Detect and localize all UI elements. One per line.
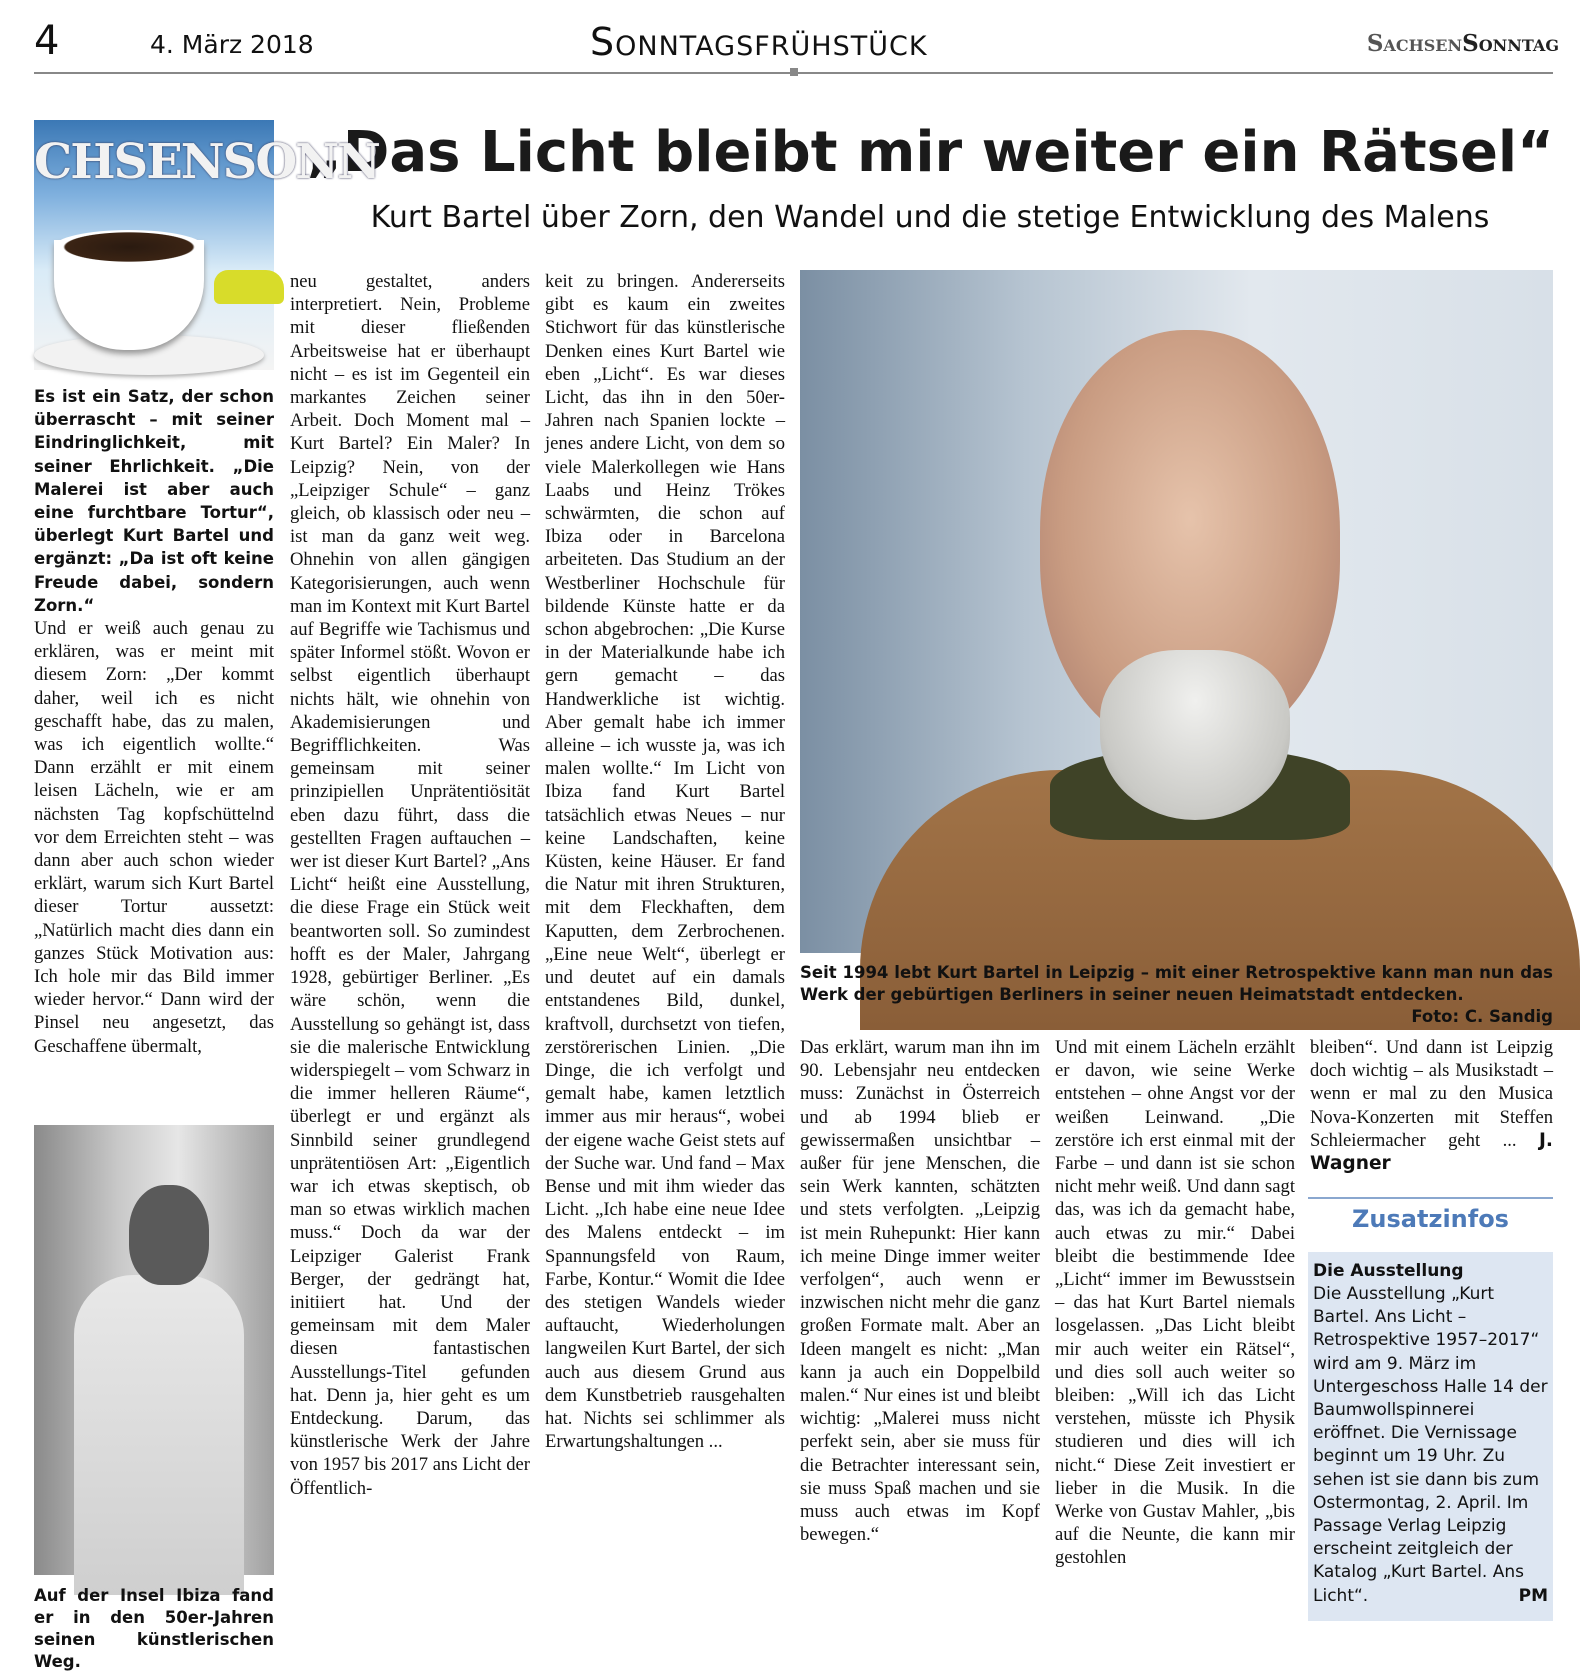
article-column-5 <box>1055 1036 1295 1650</box>
article-column-4 <box>800 1036 1040 1650</box>
article-column-1 <box>34 385 274 1115</box>
infobox-body-text: Die Ausstellung „Kurt Bartel. Ans Licht – Retrospektive 1957–2017“ wird am 9. März im Untergeschoss Halle 14 der Baumwollspinnerei eröffnet. Die Vernissage beginnt um 19 Uhr. Zu sehen ist sie dann bis zum Ostermontag, 2. April. Im Passage Verlag Leipzig erscheint zeitgleich der Katalog „Kurt Bartel. Ans Licht“. <box>1313 1284 1548 1606</box>
article-column-2-text: neu gestaltet, anders interpretiert. Nein, Probleme mit dieser fließenden Arbeitsweise hat er überhaupt nicht – es ist im Gegenteil ein markantes Zeichen seiner Arbeit. Doch Moment mal – Kurt Bartel? Ein Maler? In Leipzig? Nein, von der „Leipziger Schule“ – ganz gleich, ob klassisch oder neu – ist man da ganz weit weg. Ohnehin von allen gängigen Kategorisierungen, auch wenn man im Kontext mit Kurt Bartel auf Begriffe wie Tachismus und später Informel stößt. Wovon er selbst eigentlich überhaupt nichts hält, wie ohnehin von Akademisierungen und Begrifflichkeiten. Was gemeinsam mit seiner prinzipiellen Unprätentiösität eben dazu führt, dass die gestellten Fragen auftauchen – wer ist dieser Kurt Bartel? „Ans Licht“ heißt eine Ausstellung, die diese Frage ein Stück weit beantworten soll. So zumindest hofft es der Maler, Jahrgang 1928, gebürtiger Berliner. „Es wäre schön, wenn die Ausstellung so gehängt ist, dass sie die malerische Entwicklung widerspiegelt – vom Schwarz in die immer helleren Räume“, überlegt er und ergänzt als Sinnbild seiner grundlegend unprätentiösen Art: „Eigentlich war ich etwas skeptisch, ob man so etwas wirklich machen muss.“ Doch da war der Leipziger Galerist Frank Berger, der gedrängt hat, initiiert hat. Und der gemeinsam mit dem Maler diesen fantastischen Ausstellungs-Titel gefunden hat. Denn ja, hier geht es um Entdeckung. Darum, das künstlerische Werk der Jahre von 1957 bis 2017 ans Licht der Öffentlich- <box>290 271 530 1499</box>
coffee-surface <box>54 230 204 264</box>
kurt-bartel-portrait <box>800 270 1553 953</box>
coffee-photo-logo: CHSENSONN <box>34 134 379 190</box>
photo-credit: Foto: C. Sandig <box>1411 1007 1553 1026</box>
article-column-5-text: Und mit einem Lächeln erzählt er davon, wie seine Werke entstehen – ohne Angst vor der weißen Leinwand. „Die zerstöre ich erst einmal mit der Farbe – und dann ist sie schon nicht mehr weiß. Und dann sagt das, was ich da gemacht habe, auch etwas zu mir.“ Dabei bleibt die bestimmende Idee „Licht“ immer im Bewusstsein – das hat Kurt Bartel niemals losgelassen. „Das Licht bleibt mir auch weiter ein Rätsel“, und dies soll auch weiter so bleiben: „Will ich das Licht verstehen, müsste ich Physik studieren und dies will ich nicht.“ Diese Zeit investiert er lieber in die Musik. In die Werke von Gustav Mahler, „bis auf die Neunte, die kann mir gestohlen <box>1055 1037 1295 1569</box>
article-author: J. Wagner <box>1310 1129 1553 1175</box>
beard-shape <box>1100 650 1290 820</box>
issue-date: 4. März 2018 <box>150 30 314 59</box>
infobox-heading: Zusatzinfos <box>1352 1205 1509 1233</box>
portrait-caption <box>800 962 1553 1028</box>
young-bartel-photo <box>34 1125 274 1575</box>
article-column-3 <box>545 270 785 1650</box>
brand-part2: Sonntag <box>1462 30 1559 57</box>
header-rule-marker <box>790 68 798 76</box>
infobox-body <box>1313 1283 1548 1608</box>
brand-logo <box>1367 30 1559 57</box>
article-column-1-text: Und er weiß auch genau zu erklären, was er meint mit diesem Zorn: „Der kommt daher, weil ich es nicht geschafft habe, das zu malen, was ich eigentlich wollte.“ Dann erzählt er mit einem leisen Lächeln, wie er am nächsten Tag kopfschüttelnd vor dem Erreichten steht – was dann aber auch schon wieder erklärt, warum sich Kurt Bartel dieser Tortur aussetzt: „Natürlich macht dies dann ein ganzes Stück Motivation aus: Ich hole mir das Bild immer wieder hervor.“ Dann wird der Pinsel neu angesetzt, das Geschaffene übermalt, <box>34 618 274 1057</box>
brand-part1: Sachsen <box>1366 30 1463 57</box>
section-title: Sonntagsfrühstück <box>590 20 928 64</box>
article-lead: Es ist ein Satz, der schon überrascht – mit seiner Eindringlichkeit, mit seiner Ehrlichkeit. „Die Malerei ist aber auch eine furchtbare Tortur“, überlegt Kurt Bartel und ergänzt: „Da ist oft keine Freude dabei, sondern Zorn.“ <box>34 387 274 615</box>
infobox-author: PM <box>1518 1585 1548 1606</box>
car-shape <box>214 270 284 304</box>
young-body-shape <box>74 1275 244 1595</box>
coffee-photo <box>34 120 379 370</box>
young-head-shape <box>129 1185 209 1285</box>
article-column-2 <box>290 270 530 1650</box>
article-column-3-text: keit zu bringen. Andererseits gibt es kaum ein zweites Stichwort für das künstlerische Denken eines Kurt Bartel wie eben „Licht“. Es war dieses Licht, das ihn in den 50er-Jahren nach Spanien lockte – jenes andere Licht, von dem so viele Malerkollegen wie Hans Laabs und Heinz Trökes schwärmten, die schon auf Ibiza oder in Barcelona arbeiteten. Das Studium an der Westberliner Hochschule für bildende Künste hatte er da schon abgebrochen: „Die Kurse in der Materialkunde habe ich gern gemacht – das Handwerkliche ist wichtig. Aber gemalt habe ich immer alleine – ich wusste ja, was ich malen wollte.“ Im Licht von Ibiza fand Kurt Bartel tatsächlich etwas Neues – nur keine Landschaften, keine Küsten, keine Häuser. Er fand die Natur mit ihren Strukturen, mit dem Fleckhaften, dem Kaputten, dem Zerbrochenen. „Eine neue Welt“, überlegt er und deutet auf ein damals entstandenes Bild, dunkel, kraftvoll, durchsetzt von tiefen, zerstörerischen Linien. „Die Dinge, die ich verfolgt und gemalt habe, kamen letztlich immer aus mir heraus“, wobei der eigene wache Geist stets auf der Suche war. Und fand – Max Bense und mit ihm wieder das Licht. „Ich habe eine neue Idee des Malens entdeckt – im Spannungsfeld von Raum, Farbe, Kontur.“ Womit die Idee des stetigen Wandels wieder auftaucht, Wiederholungen langweilen Kurt Bartel, der sich auch aus diesem Grund aus dem Kunstbetrieb rausgehalten hat. Nichts sei schlimmer als Erwartungshaltungen ... <box>545 271 785 1453</box>
infobox-title: Die Ausstellung <box>1313 1261 1464 1281</box>
portrait-caption-text: Seit 1994 lebt Kurt Bartel in Leipzig – mit einer Retrospektive kann man nun das Werk der gebürtigen Berliners in seiner neuen Heimatstadt entdecken. <box>800 963 1553 1004</box>
article-column-6 <box>1310 1036 1553 1196</box>
infobox-rule <box>1308 1197 1553 1199</box>
article-column-6-text: bleiben“. Und dann ist Leipzig doch wichtig – als Musikstadt – wenn er mal zu den Musica Nova-Konzerten mit Steffen Schleiermacher geht ... <box>1310 1037 1553 1151</box>
article-column-4-text: Das erklärt, warum man ihn im 90. Lebensjahr neu entdecken muss: Zunächst in Österreich und ab 1994 blieb er gewissermaßen unsichtbar – außer für jene Menschen, die sein Werk kannten, schätzten und stets verfolgten. „Leipzig ist mein Ruhepunkt: Hier kann ich meine Dinge immer weiter verfolgen“, auch wenn er inzwischen nicht mehr die ganz großen Formate malt. Aber an Ideen mangelt es nicht: „Man kann ja auch ein Doppelbild malen.“ Nur eines ist und bleibt wichtig: „Malerei muss nicht perfekt sein, aber sie muss für die Betrachter interessant sein, sie muss Spaß machen und sie muss auch etwas im Kopf bewegen.“ <box>800 1037 1040 1546</box>
article-headline: „Das Licht bleibt mir weiter ein Rätsel“ <box>306 120 1554 185</box>
article-subheadline: Kurt Bartel über Zorn, den Wandel und die stetige Entwicklung des Malens <box>370 200 1490 235</box>
page-number: 4 <box>34 18 60 64</box>
infobox <box>1308 1252 1553 1621</box>
young-photo-caption: Auf der Insel Ibiza fand er in den 50er-Jahren seinen künstlerischen Weg. <box>34 1586 274 1671</box>
